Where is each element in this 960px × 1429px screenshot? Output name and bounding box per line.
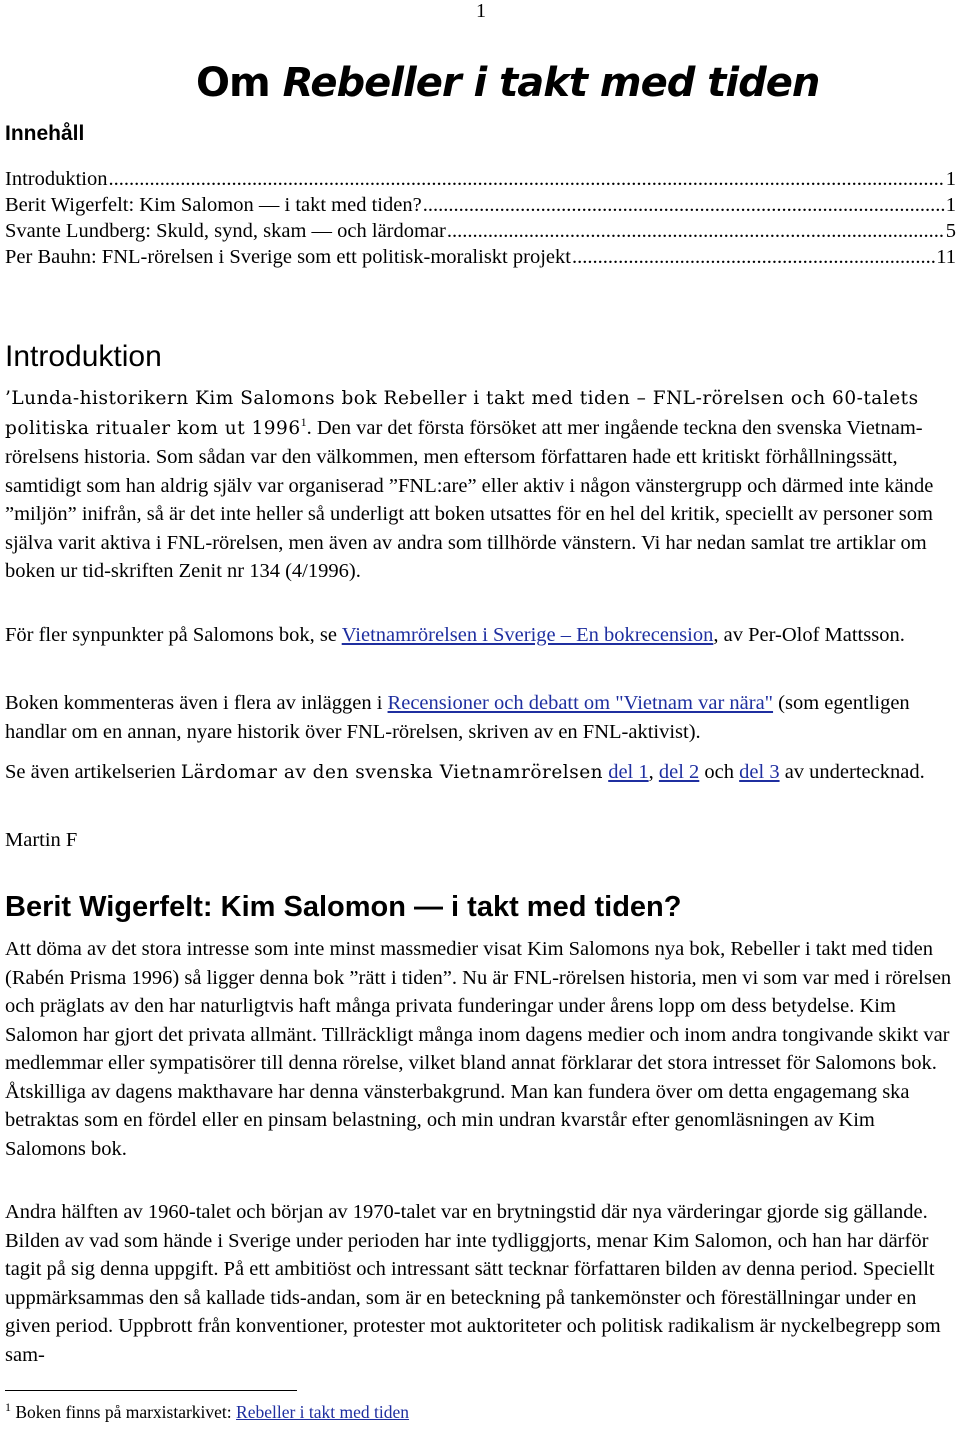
intro-paragraph-4 bbox=[5, 758, 955, 788]
paragraph-text: av undertecknad. bbox=[779, 761, 925, 783]
page-number: 1 bbox=[476, 0, 486, 22]
toc-entry-page: 1 bbox=[945, 168, 956, 190]
footnote-reference[interactable]: 1 bbox=[300, 414, 307, 429]
link-rebeller-i-takt-med-tiden[interactable]: Rebeller i takt med tiden bbox=[236, 1402, 410, 1422]
document-title bbox=[196, 60, 819, 106]
paragraph-text: Boken kommenteras även i flera av inläggen i bbox=[5, 692, 388, 714]
link-vietnamrorelsen-bokrecension[interactable]: Vietnamrörelsen i Sverige – En bokrecension bbox=[341, 624, 714, 646]
wigerfelt-heading: Berit Wigerfelt: Kim Salomon — i takt med tiden? bbox=[5, 891, 682, 923]
title-book-name: Rebeller i takt med tiden bbox=[282, 60, 820, 106]
paragraph-text: För fler synpunkter på Salomons bok, se bbox=[5, 624, 342, 646]
signature: Martin F bbox=[5, 829, 78, 851]
toc-leader-dots bbox=[572, 244, 935, 270]
toc-entry-label: Svante Lundberg: Skuld, synd, skam — och lärdomar bbox=[5, 220, 446, 242]
paragraph-text: Se även artikelserien bbox=[5, 761, 181, 783]
title-prefix: Om bbox=[196, 60, 283, 106]
toc-entry-lundberg[interactable] bbox=[5, 218, 956, 244]
link-del-3[interactable]: del 3 bbox=[739, 761, 780, 783]
toc-heading: Innehåll bbox=[5, 122, 85, 145]
link-recensioner-och-debatt[interactable]: Recensioner och debatt om "Vietnam var nära" bbox=[387, 692, 774, 714]
intro-paragraph-2 bbox=[5, 621, 955, 650]
wigerfelt-paragraph-1: Att döma av det stora intresse som inte minst massmedier visat Kim Salomons nya bok, Rebeller i takt med tiden (Rabén Prisma 1996) så ligger denna bok ”rätt i tiden”. Nu är FNL-rörelsen historia, men vi som var med i rörelsen och präglats av den har naturligtvis haft många privata funderingar under årens lopp om dess betydelse. Kim Salomon har gjort det privata allmänt. Tillräckligt många inom dagens medier och inom andra tongivande skikt var medlemmar eller sympatisörer till denna rörelse, vilket bland annat förklarar det stora intresset för Salomons bok. Åtskilliga av dagens makthavare har denna vänsterbakgrund. Man kan fundera över om detta engagemang ska betraktas som en fördel eller en pinsam belastning, och min undran kvarstår efter genomläsningen av Kim Salomons bok. bbox=[5, 938, 952, 1160]
footnote-number: 1 bbox=[5, 1400, 11, 1415]
toc-entry-wigerfelt[interactable] bbox=[5, 192, 956, 218]
paragraph-text: och bbox=[699, 761, 740, 783]
toc-entry-label: Berit Wigerfelt: Kim Salomon — i takt med tiden? bbox=[5, 194, 422, 216]
paragraph-text: (som egentligen handlar om en annan, nyare historik över FNL-rörelsen, skriven av en FNL-aktivist). bbox=[5, 692, 910, 743]
paragraph-text: , bbox=[648, 761, 659, 783]
toc-entry-page: 1 bbox=[945, 194, 956, 216]
toc-entry-page: 5 bbox=[945, 220, 956, 242]
intro-heading: Introduktion bbox=[5, 340, 162, 373]
intro-paragraph-1 bbox=[5, 384, 955, 586]
footnote-text: Boken finns på marxistarkivet: bbox=[11, 1402, 237, 1422]
intro-paragraph-3 bbox=[5, 689, 955, 746]
intro-text: . Den var det första försöket att mer ingående teckna den svenska Vietnam-rörelsens historia. Som sådan var den välkommen, men eftersom författaren hade ett kritiskt förhållningssätt, samtidigt som han aldrig själv var organiserad ”FNL:are” eller aktiv i någon vänstergrupp och därmed inte kände ”miljön” inifrån, så är det inte heller så underligt att boken utsattes för en hel del kritik, speciellt av personer som själva varit aktiva i FNL-rörelsen, men även av andra som tillhörde vänstern. Vi har nedan samlat tre artiklar om boken ur tid-skriften Zenit nr 134 (4/1996). bbox=[5, 416, 934, 582]
toc-leader-dots bbox=[109, 166, 945, 192]
paragraph-text: , av Per-Olof Mattsson. bbox=[713, 624, 905, 646]
toc-leader-dots bbox=[423, 192, 945, 218]
toc-entry-label: Per Bauhn: FNL-rörelsen i Sverige som ett politisk-moraliskt projekt bbox=[5, 246, 571, 268]
intro-book-citation: ’Lunda-historikern Kim Salomons bok Rebeller i takt med tiden – FNL-rörelsen och 60-talets politiska ritualer kom ut 1996 bbox=[5, 388, 919, 439]
toc-entry-page: 11 bbox=[936, 246, 956, 268]
toc-leader-dots bbox=[447, 218, 945, 244]
table-of-contents bbox=[5, 166, 956, 270]
wigerfelt-paragraph-2: Andra hälften av 1960-talet och början av 1970-talet var en brytningstid där nya värderingar gjorde sig gällande. Bilden av vad som hände i Sverige under perioden har inte tydliggjorts, menar Kim Salomon, och han har därför tagit på sig denna uppgift. På ett ambitiöst och intressant sätt tecknar författaren bilden av denna period. Speciellt uppmärksammas den så kallade tids-andan, som är en beteckning på tankemönster och föreställningar under en given period. Uppbrott från konventioner, protester mot auktoriteter och politisk radikalism är nyckelbegrepp som sam- bbox=[5, 1201, 941, 1366]
article-series-title: Lärdomar av den svenska Vietnamrörelsen bbox=[180, 762, 604, 783]
toc-entry-label: Introduktion bbox=[5, 168, 108, 190]
footnote-separator bbox=[5, 1390, 297, 1391]
link-del-2[interactable]: del 2 bbox=[658, 761, 700, 783]
footnote bbox=[5, 1400, 409, 1424]
toc-entry-introduktion[interactable] bbox=[5, 166, 956, 192]
toc-entry-bauhn[interactable] bbox=[5, 244, 956, 270]
link-del-1[interactable]: del 1 bbox=[608, 761, 649, 783]
